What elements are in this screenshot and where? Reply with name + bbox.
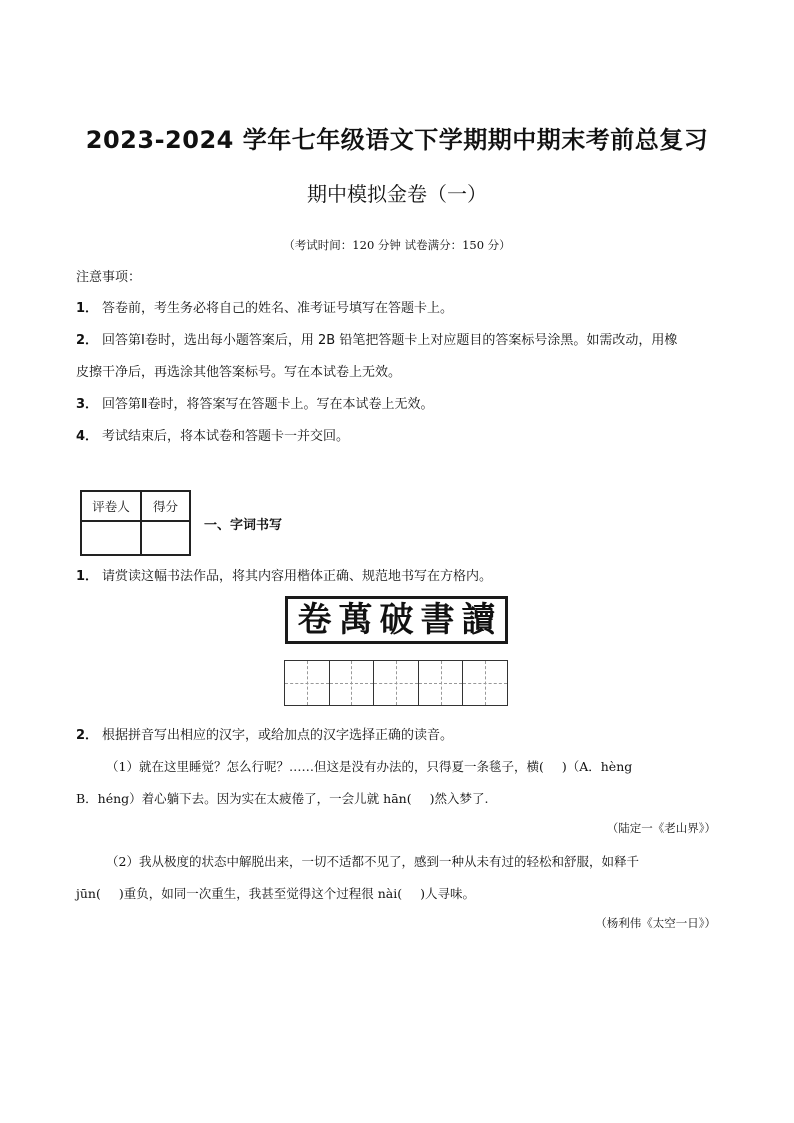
note-num: 2．	[76, 333, 99, 348]
calligraphy-char: 書	[420, 600, 455, 640]
passage-text: jūn(	[76, 886, 101, 901]
note-text: 回答第Ⅱ卷时，将答案写在答题卡上。写在本试卷上无效。	[102, 397, 434, 412]
grid-cell[interactable]	[330, 661, 375, 705]
note-text: 考试结束后，将本试卷和答题卡一并交回。	[102, 429, 350, 444]
grid-cell[interactable]	[285, 661, 330, 705]
note-item-2-cont: 皮擦干净后，再选涂其他答案标号。写在本试卷上无效。	[76, 365, 402, 380]
passage-text: （1）就在这里睡觉？怎么行呢？……但这是没有办法的，只得夏一条毯子，横(	[106, 759, 544, 774]
section-title: 一、字词书写	[204, 518, 283, 533]
passage-2-source: （杨利伟《太空一日》）	[595, 916, 716, 930]
writing-grid	[284, 660, 508, 706]
passage-1-line-2	[76, 789, 488, 807]
note-num: 3．	[76, 397, 99, 412]
grid-cell[interactable]	[463, 661, 507, 705]
note-item-2	[76, 329, 677, 348]
paper-subtitle: 期中模拟金卷（一）	[307, 182, 487, 206]
reviewer-header: 评卷人	[81, 491, 141, 521]
score-cell	[141, 521, 190, 555]
score-table	[80, 490, 191, 556]
passage-text: )重负，如同一次重生，我甚至觉得这个过程很 nài(	[118, 886, 403, 901]
passage-text: )然入梦了.	[429, 791, 489, 806]
question-num: 2．	[76, 728, 99, 743]
note-num: 1．	[76, 301, 99, 316]
reviewer-cell	[81, 521, 141, 555]
calligraphy-char: 讀	[461, 600, 496, 640]
question-2	[76, 724, 453, 743]
passage-text: )人寻味。	[420, 886, 475, 901]
question-text: 根据拼音写出相应的汉字，或给加点的汉字选择正确的读音。	[102, 728, 454, 743]
question-1	[76, 565, 492, 584]
passage-2-line-2	[76, 884, 475, 902]
grid-cell[interactable]	[374, 661, 419, 705]
calligraphy-char: 卷	[297, 600, 332, 640]
passage-2-line-1: （2）我从极度的状态中解脱出来，一切不适都不见了，感到一种从未有过的轻松和舒服，如释千	[106, 854, 639, 869]
note-item-4	[76, 425, 349, 444]
grid-cell[interactable]	[419, 661, 464, 705]
score-header: 得分	[141, 491, 190, 521]
note-text: 答卷前，考生务必将自己的姓名、准考证号填写在答题卡上。	[102, 301, 454, 316]
question-num: 1．	[76, 569, 99, 584]
note-num: 4．	[76, 429, 99, 444]
passage-text: )（A．hèng	[561, 759, 633, 774]
notes-title: 注意事项：	[76, 270, 142, 285]
note-text: 回答第Ⅰ卷时，选出每小题答案后，用 2B 铅笔把答题卡上对应题目的答案标号涂黑。如需改动，用橡	[102, 333, 678, 348]
calligraphy-char: 破	[379, 600, 414, 640]
passage-text: B．héng）着心躺下去。因为实在太疲倦了，一会儿就 hān(	[76, 791, 412, 806]
paper-title: 2023-2024 学年七年级语文下学期期中期末考前总复习	[85, 126, 709, 154]
note-item-1	[76, 297, 453, 316]
note-item-3	[76, 393, 433, 412]
exam-info: （考试时间：120 分钟 试卷满分：150 分）	[283, 238, 511, 252]
passage-1-line-1	[106, 757, 632, 775]
calligraphy-artwork	[285, 596, 508, 644]
question-text: 请赏读这幅书法作品，将其内容用楷体正确、规范地书写在方格内。	[102, 569, 493, 584]
passage-1-source: （陆定一《老山界》）	[606, 821, 716, 835]
calligraphy-char: 萬	[338, 600, 373, 640]
